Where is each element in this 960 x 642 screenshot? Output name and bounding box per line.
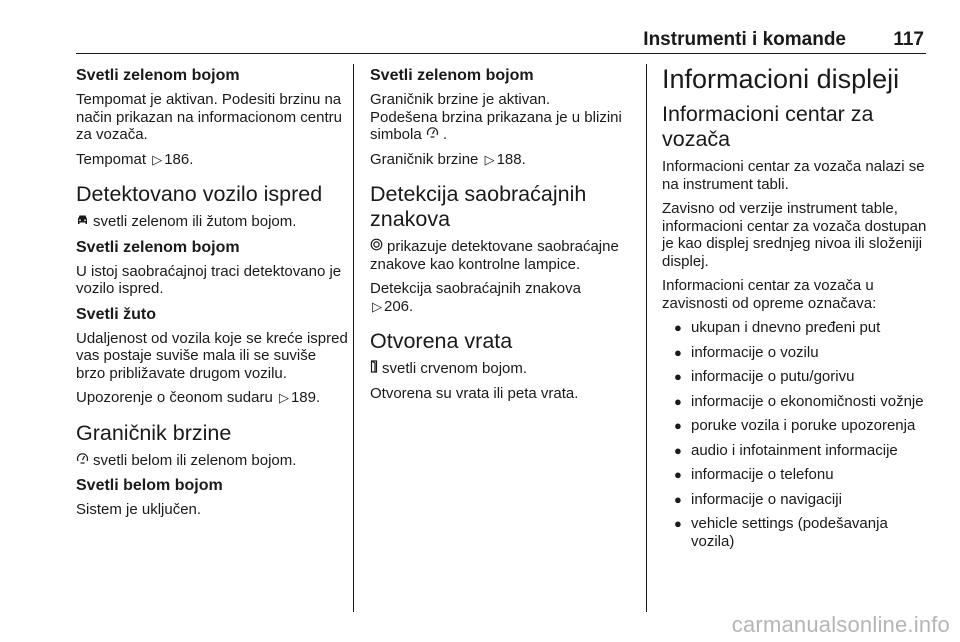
paragraph: svetli belom ili zelenom bojom.	[76, 452, 348, 470]
list-item: ● informacije o putu/gorivu	[674, 368, 930, 386]
paragraph-ref: Detekcija saobraćajnih znakova ▷ 206.	[370, 280, 581, 315]
column-divider	[646, 64, 647, 612]
section-heading: Otvorena vrata	[370, 329, 513, 353]
section-heading: Detektovano vozilo ispred	[76, 182, 323, 206]
paragraph: Podešena brzina prikazana je u blizini simbola .	[370, 108, 622, 143]
subheading: Svetli žuto	[76, 305, 157, 323]
column-divider	[353, 64, 354, 612]
subheading: Svetli zelenom bojom	[370, 67, 534, 84]
arrow-reference-icon: ▷	[278, 390, 289, 405]
traffic-sign-icon	[370, 238, 383, 256]
arrow-reference-icon: ▷	[152, 151, 163, 167]
column-right	[662, 66, 930, 557]
list-item: ● informacije o navigaciji	[674, 491, 930, 509]
page-number: 117	[893, 29, 924, 50]
column-middle	[370, 66, 636, 409]
subheading: Svetli belom bojom	[76, 477, 223, 494]
list-item: ● audio i infotainment informacije	[674, 442, 930, 460]
vehicle-ahead-icon	[76, 213, 89, 231]
section-heading: Informacioni centar za vozača	[662, 102, 874, 151]
paragraph: Tempomat je aktivan. Podesiti brzinu na način prikazan na informacionom centru za vozača.	[76, 91, 342, 143]
paragraph: U istoj saobraćajnoj traci detektovano je vozilo ispred.	[76, 262, 342, 297]
paragraph: Sistem je uključen.	[76, 501, 202, 518]
paragraph: Udaljenost od vozila koje se kreće ispred vas postaje suviše mala ili se suviše brzo približavate drugom vozilu.	[76, 329, 348, 382]
section-heading: Detekcija saobraćajnih znakova	[370, 182, 587, 231]
paragraph-ref: Tempomat ▷ 186.	[76, 150, 194, 168]
section-heading: Graničnik brzine	[76, 420, 232, 445]
arrow-reference-icon: ▷	[372, 298, 382, 314]
feature-list	[674, 319, 930, 550]
paragraph: Informacioni centar za vozača nalazi se na instrument tabli.	[662, 158, 925, 193]
list-item: ● informacije o vozilu	[674, 344, 930, 362]
list-item: ● poruke vozila i poruke upozorenja	[674, 417, 930, 435]
paragraph: Graničnik brzine je aktivan.	[370, 91, 551, 108]
paragraph: Informacioni centar za vozača u zavisnosti od opreme označava:	[662, 277, 877, 312]
page-header	[76, 26, 926, 54]
page-ref[interactable]: 186.	[164, 150, 194, 168]
list-item: ● vehicle settings (podešavanja vozila)	[674, 515, 930, 550]
paragraph: svetli crvenom bojom.	[370, 360, 636, 378]
list-item: ● ukupan i dnevno pređeni put	[674, 319, 930, 337]
page-ref[interactable]: 188.	[496, 150, 526, 168]
column-left	[76, 66, 348, 526]
page-ref[interactable]: 206.	[384, 297, 414, 315]
header-title: Instrumenti i komande	[643, 29, 846, 50]
list-item: ● informacije o ekonomičnosti vožnje	[674, 393, 930, 411]
paragraph-ref: Upozorenje o čeonom sudaru ▷ 189.	[76, 389, 321, 406]
subheading: Svetli zelenom bojom	[76, 67, 240, 84]
open-door-icon	[370, 360, 378, 378]
subheading: Svetli zelenom bojom	[76, 238, 240, 256]
paragraph: prikazuje detektovane saobraćajne znakove kao kontrolne lampice.	[370, 238, 619, 273]
chapter-heading: Informacioni displeji	[662, 64, 900, 94]
paragraph: Zavisno od verzije instrument table, informacioni centar za vozača dostupan je kao displej srednjeg nivoa ili složeniji displej.	[662, 200, 927, 270]
arrow-reference-icon: ▷	[484, 151, 495, 167]
paragraph: svetli zelenom ili žutom bojom.	[76, 213, 348, 231]
speed-limiter-icon	[76, 452, 89, 470]
page-ref[interactable]: 189.	[290, 389, 321, 406]
paragraph: Otvorena su vrata ili peta vrata.	[370, 384, 579, 402]
list-item: ● informacije o telefonu	[674, 466, 930, 484]
paragraph-ref: Graničnik brzine ▷ 188.	[370, 150, 526, 168]
speed-limiter-icon	[426, 126, 439, 144]
watermark: carmanualsonline.info	[731, 612, 950, 637]
